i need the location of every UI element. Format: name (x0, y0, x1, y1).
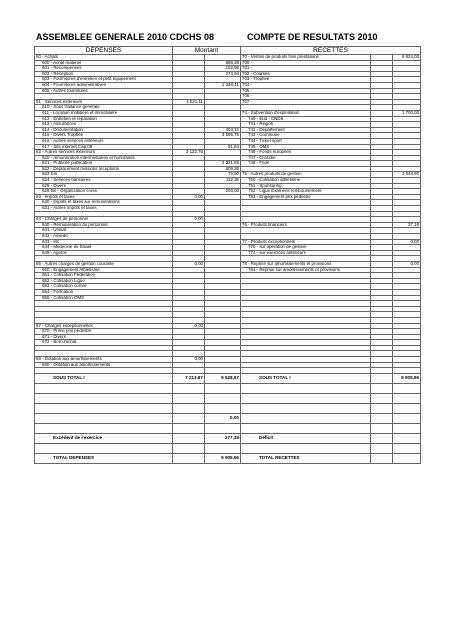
depense-label: 630 - Impôts et taxes sur rémunérations (35, 200, 173, 206)
depense-label: 650 - Engagement Athlétisme (35, 267, 173, 273)
depense-label: 65 - Autres charges de gestion courante (35, 261, 173, 267)
depense-label: 62 - Autres services extérieurs (35, 150, 173, 156)
depense-label: 645 - Agefos (35, 250, 173, 256)
depense-label: 602 - Réception (35, 71, 173, 77)
depense-amount: 102,96 (205, 66, 241, 72)
depense-label: 616 - Autres services extérieurs (35, 138, 173, 144)
recette-label: 744 - Ticket sport (241, 138, 371, 144)
recette-label: 704 - (241, 82, 371, 88)
sous-total-recettes-value: 9 905,96 (393, 373, 421, 383)
recette-amount: 6 624,00 (393, 55, 421, 61)
recette-label: 703 - Trophée (241, 77, 371, 83)
depense-label: 621 - Publicité publication (35, 161, 173, 167)
depense-subtotal: 0,00 (173, 261, 205, 267)
recette-label: 74 - Subvention d'exploitation (241, 110, 371, 116)
depense-subtotal: 0,00 (173, 217, 205, 223)
sous-total-depenses-2: 9 628,57 (205, 373, 241, 383)
depense-label: 631 - Autres impôts et taxes (35, 206, 173, 212)
report-title: COMPTE DE RESULTATS 2010 (247, 32, 378, 42)
recette-label: 781 - Reprise sur amortissements et provisions (241, 267, 371, 273)
depense-amount: 112,36 (205, 178, 241, 184)
depense-label: 610 - Sous traitance générale (35, 105, 173, 111)
depense-label: 654 - Formation (35, 289, 173, 295)
depense-label: 617 - Site internet Cap 08 (35, 144, 173, 150)
depense-label: 68 - Dotation aux amortissements (35, 357, 173, 363)
sous-total-row (35, 373, 421, 383)
depense-amount: 888,39 (205, 60, 241, 66)
recette-label: 700 - (241, 60, 371, 66)
recette-amount: 0,00 (393, 239, 421, 245)
depense-label: 600 - Achat materiel (35, 60, 173, 66)
depense-label: 60 - Achats (35, 55, 173, 61)
depense-label: 643 - Irlc (35, 239, 173, 245)
document-title: ASSEMBLEE GENERALE 2010 CDCHS 08 (36, 32, 215, 42)
recettes-header: RECETTES (241, 47, 421, 55)
excedent-value: 277,39 (205, 433, 241, 443)
sous-total-recettes-label: SOUS TOTAL I (241, 373, 371, 383)
deficit-label: Déficit (241, 433, 371, 443)
depense-label: 61 - Services extérieurs (35, 99, 173, 105)
recette-label: 742 - Département (241, 127, 371, 133)
depense-label: 604 - Fournitures administratives (35, 82, 173, 88)
depense-label: 611 - Location mobilière et immobilière (35, 110, 173, 116)
montant-header: Montant (173, 47, 241, 55)
depense-amount: 200,00 (205, 189, 241, 195)
table-header-row (35, 47, 421, 55)
depense-label: 640 - Rémunération du personnel (35, 222, 173, 228)
depense-subtotal: 0,00 (173, 357, 205, 363)
depenses-header: DEPENSES (35, 47, 173, 55)
depense-label: 644 - Médecine du travail (35, 245, 173, 251)
recette-label: 77 - Produits exceptionnels (241, 239, 371, 245)
depense-amount: 3 595,75 (205, 133, 241, 139)
total-recettes-label: TOTAL RECETTES (241, 453, 371, 463)
recette-label: 740 - Etat - CNDS (241, 116, 371, 122)
depense-label: 615 - Divers Trophée (35, 133, 173, 139)
depense-label: 680 - Dotation aux amortissements (35, 362, 173, 368)
depense-label: 652 - Cotisation Ligue (35, 278, 173, 284)
recette-label: 701 - (241, 66, 371, 72)
results-table-body (35, 47, 421, 374)
depense-label: 601 - Récompenses (35, 66, 173, 72)
recette-label: 741 - Région (241, 122, 371, 128)
recette-label: 770 - sur opération de gestion (241, 245, 371, 251)
recette-label: 76 - Produits financiers (241, 222, 371, 228)
depense-label: 642 - Assedic (35, 234, 173, 240)
depense-label: 622 - Déplacement missions réceptions (35, 166, 173, 172)
depense-label: 63 - Impôts et taxes (35, 194, 173, 200)
depense-subtotal: 0,00 (173, 194, 205, 200)
depense-amount: 2 321,55 (205, 161, 241, 167)
depense-label: 620 - rémunération intermédiaires et honoraires (35, 155, 173, 161)
zero-value: 0,00 (205, 413, 241, 423)
recette-label: 706 - (241, 94, 371, 100)
recette-label: 702 - Courses (241, 71, 371, 77)
depense-label: 641 - Urssaf (35, 228, 173, 234)
totals-section (35, 373, 421, 463)
depense-amount: 79,50 (205, 172, 241, 178)
depense-label: 605 - Autres fournitures (35, 88, 173, 94)
recette-amount: 1 700,00 (393, 110, 421, 116)
recette-label: 705 - (241, 88, 371, 94)
depense-amount: 91,64 (205, 144, 241, 150)
excedent-row (35, 433, 421, 443)
depense-label: 624 - Services bancaires (35, 178, 173, 184)
recette-label: 752 - Ligue Examens remboursement (241, 189, 371, 195)
depense-label: 623 Sm (35, 172, 173, 178)
depense-amount: 274,94 (205, 71, 241, 77)
depense-label: 613 - Assurances (35, 122, 173, 128)
depense-subtotal: 0,00 (173, 323, 205, 329)
depense-subtotal: 3 122,76 (173, 150, 205, 156)
recette-label: 743 - Commune (241, 133, 371, 139)
total-depenses-label: TOTAL DEPENSES (35, 453, 173, 463)
depense-label: 672 - Bon d'achat (35, 340, 173, 346)
recette-label: 70 - Ventes de produits finis prestations (241, 55, 371, 61)
recette-amount: 1 544,90 (393, 172, 421, 178)
depense-label: 67 - Charges exceptionnelles (35, 323, 173, 329)
recette-label: 745 - OMS (241, 144, 371, 150)
depense-label: 625 bis - Organization cross (35, 189, 173, 195)
depense-amount: 1 348,41 (205, 82, 241, 88)
recette-label: 75 - Autres produits de gestion (241, 172, 371, 178)
depense-subtotal: 4 021,11 (173, 99, 205, 105)
depense-label: 653 - Cotisation comité (35, 284, 173, 290)
recette-label: 750 - Cotisation athlétisme (241, 178, 371, 184)
depense-amount: 403,72 (205, 127, 241, 133)
recette-label: 751 - Sponsoring (241, 183, 371, 189)
recette-label: 748 - Fnds (241, 161, 371, 167)
depense-label: 614 - Documentation (35, 127, 173, 133)
depense-label: 655 - Cotisation OMS (35, 295, 173, 301)
recette-label: 78 - Reprise sur amortissements et provisions (241, 261, 371, 267)
depense-label: 64 - Charges de personnel (35, 217, 173, 223)
total-depenses-value: 9 905,96 (205, 453, 241, 463)
depense-label: 671 - Divers (35, 334, 173, 340)
depense-label: 670 - Prime prix pédestre (35, 329, 173, 335)
recette-label: 753 - Engagement prix pédestre (241, 194, 371, 200)
sous-total-depenses-1: 7 213,87 (173, 373, 205, 383)
recette-label: 746 - Fonds européen (241, 150, 371, 156)
depense-label: 603 - Fournitures d'entretien et petit équipement (35, 77, 173, 83)
total-row (35, 453, 421, 463)
recette-amount: 0,00 (393, 261, 421, 267)
excedent-label: Excédent de l'exercice (35, 433, 173, 443)
results-table (34, 46, 421, 464)
depense-amount: 409,35 (205, 166, 241, 172)
zero-row (35, 413, 421, 423)
sous-total-label: SOUS TOTAL I (35, 373, 173, 383)
recette-label: 707 - (241, 99, 371, 105)
recette-label: 747 - Crossee (241, 155, 371, 161)
recette-label: 771 - sur exercices antérieurs (241, 250, 371, 256)
depense-label: 625 - Divers (35, 183, 173, 189)
recette-amount: 37,16 (393, 222, 421, 228)
depense-label: 612 - Entretien et réparation (35, 116, 173, 122)
depense-label: 651 - Cotisation Fédération (35, 273, 173, 279)
